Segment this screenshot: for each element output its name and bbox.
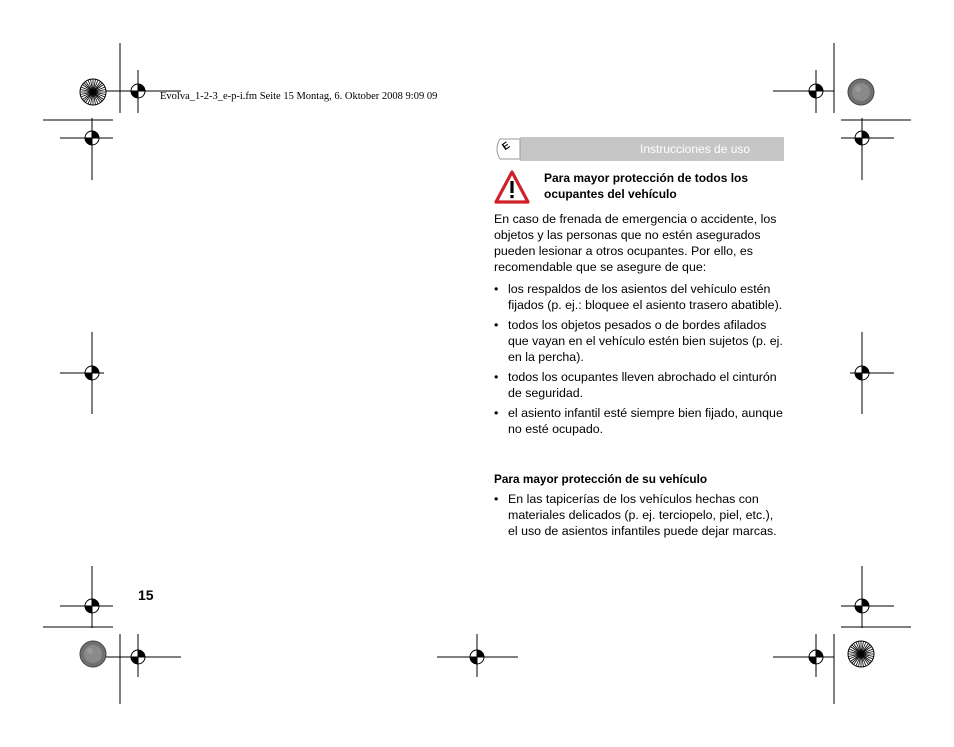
list-item-text: el asiento infantil esté siempre bien fijado, aunque no esté ocupado. xyxy=(508,406,783,436)
precaution-list xyxy=(494,281,784,441)
list-item xyxy=(494,491,784,539)
section-title: Instrucciones de uso xyxy=(640,142,751,156)
vehicle-protection-heading: Para mayor protección de su vehículo xyxy=(494,472,708,486)
list-item xyxy=(494,281,784,313)
list-item-text: En las tapicerías de los vehículos hechas con materiales delicados (p. ej. terciopelo, piel, etc.), el uso de asientos infantiles puede dejar marcas. xyxy=(508,492,777,538)
page-number: 15 xyxy=(138,587,154,603)
bullet: • xyxy=(494,318,499,332)
vehicle-protection-list xyxy=(494,491,784,543)
list-item-text: todos los objetos pesados o de bordes afilados que vayan en el vehículo estén bien sujetos (p. ej. en la percha). xyxy=(508,318,783,364)
warning-triangle-icon xyxy=(494,170,530,204)
list-item xyxy=(494,317,784,365)
bullet: • xyxy=(494,282,499,296)
list-item xyxy=(494,369,784,401)
list-item-text: los respaldos de los asientos del vehículo estén fijados (p. ej.: bloquee el asiento trasero abatible). xyxy=(508,282,783,312)
intro-paragraph: En caso de frenada de emergencia o accidente, los objetos y las personas que no estén asegurados pueden lesionar a otros ocupantes. Por ello, es recomendable que se asegure de que: xyxy=(494,212,777,274)
list-item-text: todos los ocupantes lleven abrochado el cinturón de seguridad. xyxy=(508,370,777,400)
bullet: • xyxy=(494,492,499,506)
print-header: Evolva_1-2-3_e-p-i.fm Seite 15 Montag, 6. Oktober 2008 9:09 09 xyxy=(160,91,438,102)
warning-title: Para mayor protección de todos los ocupantes del vehículo xyxy=(544,171,749,201)
bullet: • xyxy=(494,370,499,384)
language-code: E xyxy=(500,140,513,153)
bullet: • xyxy=(494,406,499,420)
list-item xyxy=(494,405,784,437)
